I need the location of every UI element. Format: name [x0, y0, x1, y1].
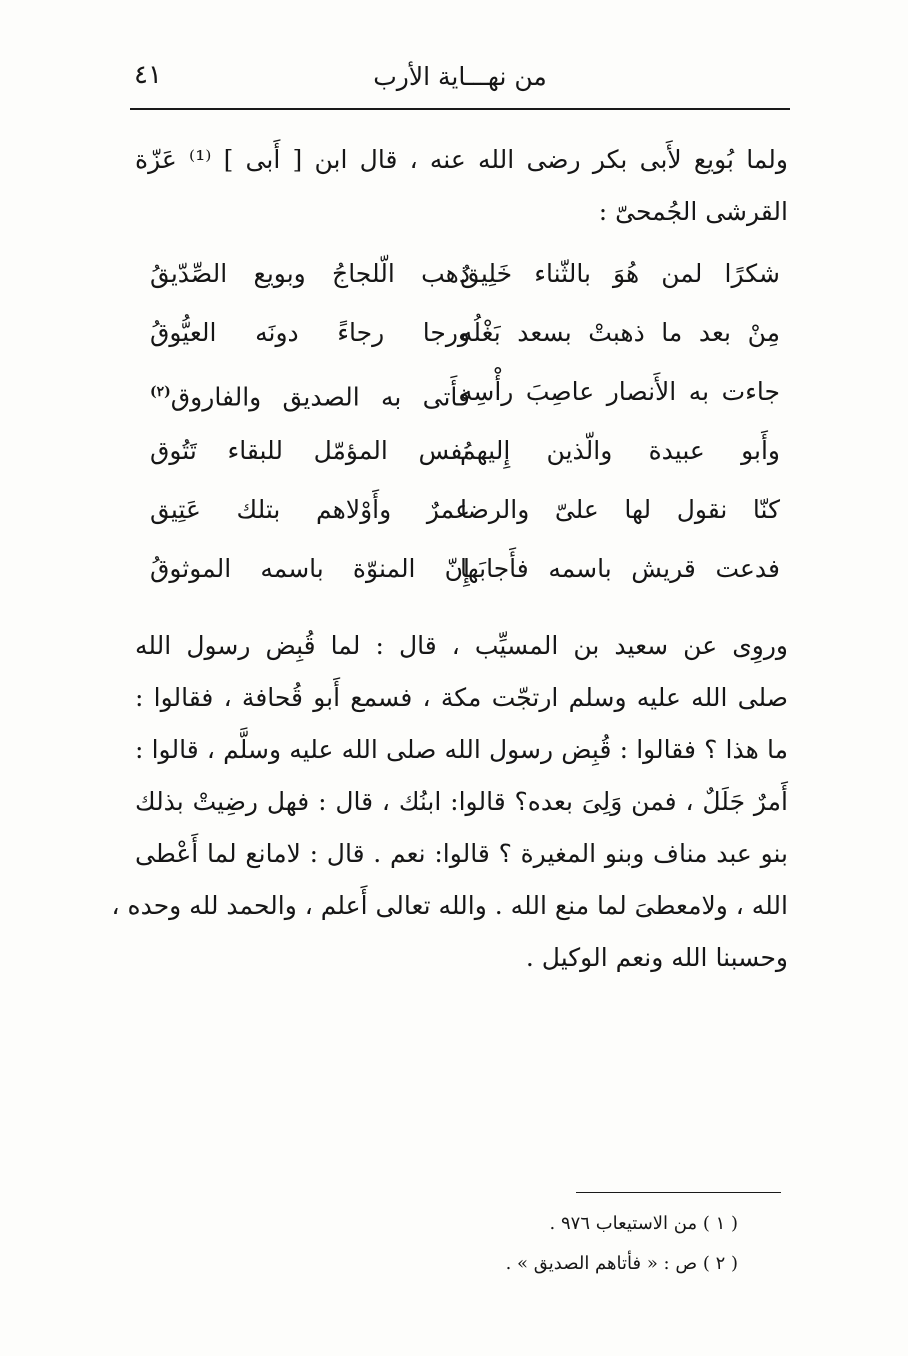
- verse-second-hemistich: [150, 366, 470, 423]
- verse-second-hemistich: إِنّ المنوّة باسمه الموثوقُ: [150, 554, 470, 583]
- hadith-line: بنو عبد مناف وبنو المغيرة ؟ قالوا: نعم . قال : لامانع لما أَعْطى: [135, 839, 788, 868]
- verse-second-hemistich: نفس المؤمّل للبقاء تَتُوق: [150, 436, 470, 465]
- verse-second-hemistich-text: فأَتى به الصديق والفاروق: [170, 382, 470, 412]
- page-header: [130, 58, 790, 106]
- verse: [150, 543, 780, 602]
- verse-first-hemistich: وأَبو عبيدة والّذين إِليهمُ: [460, 436, 780, 465]
- footnote: ( ٢ ) ص : « فأتاهم الصديق » .: [505, 1253, 738, 1274]
- hadith-line: وحسبنا الله ونعم الوكيل .: [525, 943, 788, 972]
- verse-second-hemistich: ورجا رجاءً دونَه العيُّوقُ: [150, 318, 470, 347]
- verse: [150, 307, 780, 366]
- verse-first-hemistich: جاءت به الأَنصار عاصِبَ رأْسِه: [460, 377, 780, 406]
- hadith-line: وروِى عن سعيد بن المسيِّب ، قال : لما قُبِض رسول الله: [135, 631, 788, 660]
- footnote: ( ١ ) من الاستيعاب ٩٧٦ .: [549, 1213, 738, 1234]
- verse-first-hemistich: مِنْ بعد ما ذهبتْ بسعد بَغْلُه: [460, 318, 780, 347]
- intro-line: القرشى الجُمحىّ :: [598, 197, 788, 226]
- verse-second-hemistich: عمرٌ وأَوْلاهم بتلك عَتِيق: [150, 495, 470, 524]
- page-number: ٤١: [134, 60, 162, 90]
- footnote-marker: (٢): [150, 384, 171, 400]
- intro-line: ولما بُويع لأَبى بكر رضى الله عنه ، قال ابن [ أَبى ] ⁽¹⁾ عَزّة: [135, 145, 789, 174]
- footnote-rule: [576, 1192, 781, 1193]
- header-rule: [130, 108, 790, 110]
- hadith-line: صلى الله عليه وسلم ارتجّت مكة ، فسمع أَبو قُحافة ، فقالوا :: [135, 683, 788, 712]
- hadith-paragraph: [111, 620, 788, 984]
- verse: [150, 248, 780, 307]
- hadith-line: ما هذا ؟ فقالوا : قُبِض رسول الله صلى الله عليه وسلَّم ، قالوا :: [135, 735, 788, 764]
- hadith-line: الله ، ولامعطىَ لما منع الله . والله تعالى أَعلم ، والحمد لله وحده ،: [111, 891, 788, 920]
- intro-paragraph: [135, 134, 788, 238]
- running-title: من نهـــاية الأرب: [373, 62, 547, 91]
- hadith-line: أَمرٌ جَلَلٌ ، فمن وَلِىَ بعده؟ قالوا: ابنُك ، قال : فهل رضِيتْ بذلك: [135, 787, 788, 816]
- verse: [150, 366, 780, 425]
- footnotes: [506, 1204, 738, 1284]
- verse: [150, 425, 780, 484]
- verse-first-hemistich: شكرًا لمن هُوَ بالثّناء خَلِيقُ: [460, 259, 780, 288]
- poem: [150, 248, 780, 602]
- verse-first-hemistich: كنّا نقول لها علىّ والرضا: [460, 495, 780, 524]
- verse: [150, 484, 780, 543]
- verse-second-hemistich: ذهب الّلجاجُ وبويع الصِّدّيقُ: [150, 259, 470, 288]
- verse-first-hemistich: فدعت قريش باسمه فأَجابَها: [460, 554, 780, 583]
